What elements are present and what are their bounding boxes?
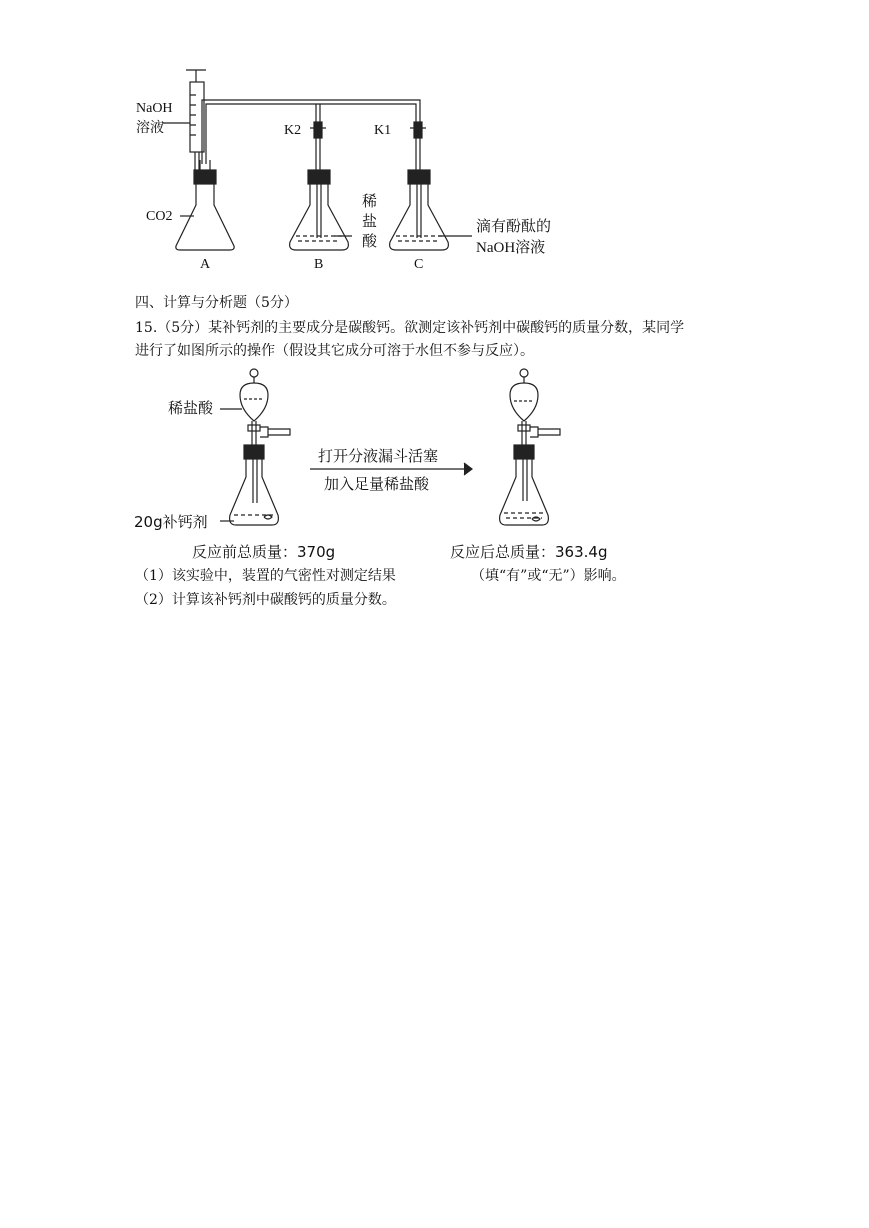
flask-c	[390, 170, 449, 250]
flask-label-b: B	[314, 257, 324, 272]
question-2: （2）计算该补钙剂中碳酸钙的质量分数。	[135, 592, 396, 608]
funnel-apparatus-after	[500, 369, 560, 525]
dilute-acid-label: 稀盐酸	[168, 399, 214, 417]
k2-label: K2	[284, 123, 302, 138]
arrow-top-text: 打开分液漏斗活塞	[318, 447, 439, 465]
before-mass-label: 反应前总质量：370g	[192, 543, 336, 561]
acid-char-3: 酸	[362, 232, 378, 250]
syringe-plunger	[186, 70, 206, 82]
flask-a	[176, 160, 234, 250]
after-mass-label: 反应后总质量：363.4g	[450, 543, 608, 561]
flask-label-c: C	[414, 257, 424, 272]
k1-label: K1	[374, 123, 392, 138]
apparatus-figure-2	[130, 365, 630, 565]
co2-label: CO2	[146, 209, 173, 224]
indicator-label-2: NaOH溶液	[476, 240, 546, 256]
clamp-k1	[414, 122, 422, 138]
indicator-label: 滴有酚酞的	[476, 217, 552, 235]
question-15-line-2: 进行了如图所示的操作（假设其它成分可溶于水但不参与反应）。	[135, 343, 534, 359]
flask-b	[290, 170, 349, 250]
apparatus-figure-1	[120, 60, 580, 275]
acid-char-1: 稀	[362, 192, 378, 210]
acid-char-2: 盐	[362, 212, 378, 230]
question-1-prefix: （1）该实验中，装置的气密性对测定结果	[135, 568, 396, 584]
arrow-bottom-text: 加入足量稀盐酸	[324, 475, 430, 493]
question-1-suffix: （填“有”或“无”）影响。	[471, 568, 626, 584]
naoh-label-2: 溶液	[136, 120, 164, 136]
funnel-apparatus-before	[230, 369, 290, 525]
flask-label-a: A	[200, 257, 211, 272]
sample-label: 20g补钙剂	[134, 513, 208, 531]
question-15-line-1: 15.（5分）某补钙剂的主要成分是碳酸钙。欲测定该补钙剂中碳酸钙的质量分数，某同学	[135, 320, 685, 336]
clamp-k2	[314, 122, 322, 138]
section-heading: 四、计算与分析题（5分）	[135, 295, 298, 311]
naoh-label: NaOH	[136, 101, 173, 116]
